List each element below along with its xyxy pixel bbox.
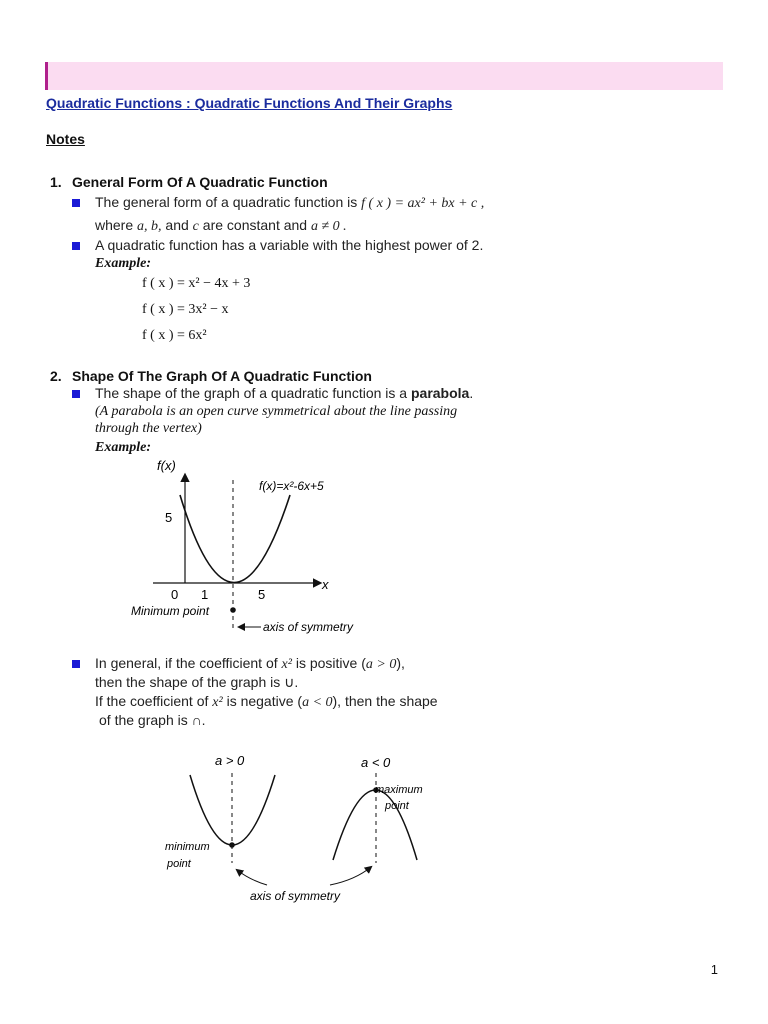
minimum-label-line-2: point (167, 858, 191, 870)
origin-label: 0 (171, 587, 179, 602)
x-tick-1: 1 (201, 587, 209, 602)
parabola-shapes-diagram (155, 745, 455, 910)
section-1-heading (50, 174, 328, 190)
general-form-lead: The general form of a quadratic function is (95, 194, 362, 210)
coef-pos-x2: x² (281, 657, 292, 672)
general-form-text (95, 194, 484, 212)
parabola-note-line-2: through the vertex) (95, 421, 202, 436)
example-label: Example: (95, 256, 151, 271)
page-title[interactable]: Quadratic Functions : Quadratic Functions And Their Graphs (46, 95, 453, 111)
coef-neg-lead: If the coefficient of (95, 693, 213, 709)
constants-end: are constant and (198, 217, 311, 233)
shape-down-text: of the graph is ∩. (99, 712, 206, 728)
coef-pos-condition: a > 0 (365, 657, 397, 672)
axis-of-symmetry-label: axis of symmetry (263, 620, 354, 634)
section-1-number: 1. (50, 174, 62, 190)
constants-vars: a, b, (137, 219, 162, 234)
example-equation: f ( x ) = 6x² (142, 328, 207, 343)
coef-neg-end: ), then the shape (332, 693, 438, 709)
example-label: Example: (95, 440, 151, 455)
coef-pos-mid: is positive ( (291, 655, 366, 671)
y-tick-5: 5 (165, 510, 173, 525)
axis-of-symmetry-caption: axis of symmetry (250, 889, 341, 903)
a-negative-label: a < 0 (361, 755, 391, 770)
shape-up-text: then the shape of the graph is ∪. (95, 674, 299, 690)
general-form-formula: f ( x ) = ax² + bx + c , (361, 196, 485, 211)
minimum-point-marker (229, 842, 235, 848)
minimum-point-marker (230, 607, 236, 613)
y-axis-label: f(x) (157, 458, 176, 473)
axis-arrow-right (330, 867, 371, 885)
maximum-label-line-1: maximum (375, 784, 423, 796)
parabola-curve (180, 495, 290, 583)
minimum-label-line-1: minimum (165, 841, 210, 853)
example-equation: f ( x ) = 3x² − x (142, 302, 229, 317)
constants-text (95, 217, 347, 235)
bullet-icon (72, 242, 80, 250)
upward-parabola (190, 775, 275, 845)
coef-neg-mid: is negative ( (222, 693, 303, 709)
parabola-graph (125, 455, 365, 640)
coef-pos-lead: In general, if the coefficient of (95, 655, 282, 671)
section-2-number: 2. (50, 368, 62, 384)
parabola-end: . (469, 385, 474, 401)
coefficient-negative-text (95, 693, 438, 711)
bullet-icon (72, 660, 80, 668)
a-positive-label: a > 0 (215, 753, 245, 768)
x-tick-5: 5 (258, 587, 266, 602)
maximum-label-line-2: point (385, 800, 409, 812)
minimum-point-label: Minimum point (131, 604, 210, 618)
coef-neg-condition: a < 0 (302, 695, 333, 710)
constants-c: c (192, 219, 199, 234)
axis-arrow-left (237, 870, 267, 885)
page-number: 1 (710, 962, 718, 977)
parabola-note-line-1: (A parabola is an open curve symmetrical about the line passing (95, 404, 458, 419)
parabola-lead: The shape of the graph of a quadratic function is a (95, 385, 411, 401)
example-equation: f ( x ) = x² − 4x + 3 (142, 276, 251, 291)
section-2-title: Shape Of The Graph Of A Quadratic Function (72, 368, 372, 384)
constants-and: and (161, 217, 193, 233)
section-1-title: General Form Of A Quadratic Function (72, 174, 328, 190)
constants-condition: a ≠ 0 . (310, 219, 347, 234)
constants-where: where (95, 217, 138, 233)
notes-heading: Notes (46, 131, 85, 147)
parabola-text (95, 385, 473, 401)
coef-neg-x2: x² (212, 695, 223, 710)
x-axis-label: x (322, 577, 329, 592)
coef-pos-end: ), (396, 655, 405, 671)
bullet-icon (72, 390, 80, 398)
header-banner (45, 62, 723, 90)
bullet-icon (72, 199, 80, 207)
function-label: f(x)=x²-6x+5 (259, 479, 324, 493)
parabola-term: parabola (410, 385, 470, 401)
highest-power-text: A quadratic function has a variable with the highest power of 2. (95, 237, 484, 253)
coefficient-positive-text (95, 655, 405, 673)
section-2-heading (50, 368, 372, 384)
